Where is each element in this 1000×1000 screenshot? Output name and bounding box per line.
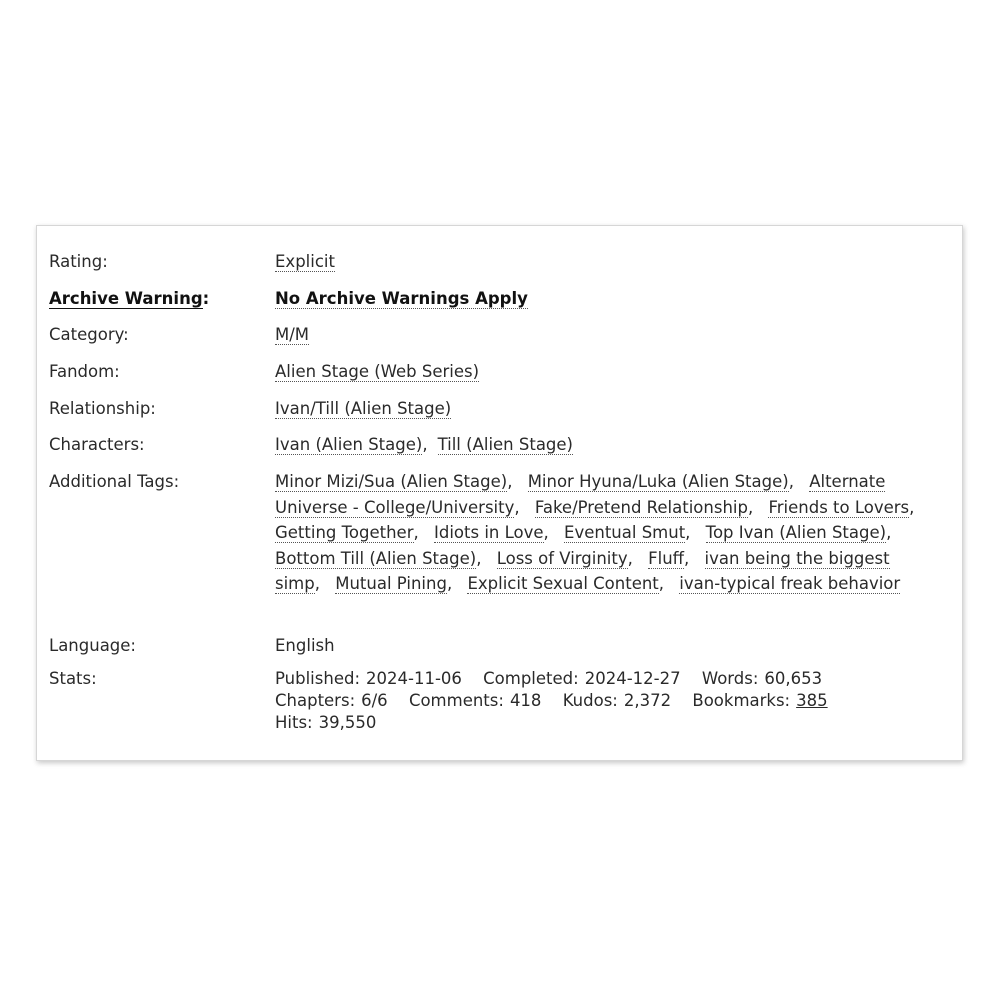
additional-tags-container: Minor Mizi/Sua (Alien Stage), Minor Hyuna/Luka (Alien Stage), Alternate Universe - College/University, Fake/Pretend Relationship, Friends to Lovers, Getting Together, Idiots in Love, Eventual Smut, Top Ivan (Alien Stage), Bottom Till (Alien Stage), Loss of Virginity, Fluff, ivan being the biggest simp, Mutual Pining, Explicit Sexual Content, ivan-typical freak behavior bbox=[275, 472, 915, 593]
character-tag[interactable]: Ivan (Alien Stage) bbox=[275, 435, 423, 454]
published-label: Published: bbox=[275, 669, 360, 688]
freeform-tag[interactable]: Minor Hyuna/Luka (Alien Stage) bbox=[527, 472, 789, 491]
chapters-value: 6/6 bbox=[361, 691, 388, 710]
rating-value-container bbox=[275, 249, 925, 275]
fandom-label: Fandom: bbox=[49, 362, 120, 381]
warning-label-text[interactable]: Archive Warning bbox=[49, 289, 203, 308]
bookmarks-link[interactable]: 385 bbox=[796, 691, 828, 710]
freeform-tag[interactable]: Fake/Pretend Relationship bbox=[534, 497, 748, 517]
rating-tag[interactable]: Explicit bbox=[275, 252, 335, 271]
stats-line-2 bbox=[275, 690, 925, 712]
characters-label: Characters: bbox=[49, 435, 145, 454]
fandom-value-container bbox=[275, 359, 925, 385]
freeform-tag[interactable]: Getting Together bbox=[275, 523, 414, 542]
comments-label: Comments: bbox=[408, 691, 504, 710]
category-value-container bbox=[275, 322, 925, 348]
warning-value-container bbox=[275, 286, 925, 312]
bookmarks-label: Bookmarks: bbox=[692, 691, 791, 710]
language-label: Language: bbox=[49, 636, 136, 655]
relationship-value-container bbox=[275, 396, 925, 422]
freeform-tag[interactable]: Eventual Smut bbox=[564, 523, 686, 542]
freeform-tag[interactable]: Loss of Virginity bbox=[496, 548, 628, 568]
freeform-tag[interactable]: Minor Mizi/Sua (Alien Stage) bbox=[275, 472, 508, 491]
freeform-tag[interactable]: Bottom Till (Alien Stage) bbox=[275, 548, 477, 568]
warning-label[interactable] bbox=[49, 286, 269, 312]
freeform-tag[interactable]: Friends to Lovers bbox=[768, 497, 910, 517]
freeform-tag[interactable]: Explicit Sexual Content bbox=[467, 574, 659, 593]
freeform-tag[interactable]: ivan being the biggest simp bbox=[275, 548, 890, 593]
fandom-tag[interactable]: Alien Stage (Web Series) bbox=[275, 362, 480, 381]
stats-container bbox=[275, 668, 925, 734]
stats-label: Stats: bbox=[49, 669, 97, 688]
hits-label: Hits: bbox=[275, 713, 313, 732]
relationship-tag[interactable]: Ivan/Till (Alien Stage) bbox=[275, 399, 452, 418]
kudos-value: 2,372 bbox=[623, 691, 672, 710]
stats-line-3 bbox=[275, 712, 925, 734]
chapters-label: Chapters: bbox=[275, 691, 356, 710]
published-value: 2024-11-06 bbox=[366, 669, 462, 688]
language-value: English bbox=[275, 636, 335, 655]
words-value: 60,653 bbox=[764, 669, 823, 688]
freeform-tag[interactable]: Fluff bbox=[648, 548, 685, 568]
category-label: Category: bbox=[49, 325, 129, 344]
words-label: Words: bbox=[701, 669, 759, 688]
freeform-tag[interactable]: Top Ivan (Alien Stage) bbox=[705, 523, 887, 542]
freeform-tag[interactable]: Idiots in Love bbox=[434, 523, 544, 542]
hits-value: 39,550 bbox=[318, 713, 377, 732]
additional-tags-label: Additional Tags: bbox=[49, 472, 180, 491]
relationship-label: Relationship: bbox=[49, 399, 156, 418]
completed-label: Completed: bbox=[483, 669, 579, 688]
warning-label-colon: : bbox=[202, 289, 210, 308]
work-meta-card bbox=[36, 225, 963, 761]
freeform-tag[interactable]: ivan-typical freak behavior bbox=[679, 574, 901, 593]
rating-label: Rating: bbox=[49, 252, 108, 271]
freeform-tag[interactable]: Alternate Universe - College/University bbox=[275, 472, 886, 517]
comments-value: 418 bbox=[509, 691, 542, 710]
stats-line-1 bbox=[275, 668, 925, 690]
freeform-tag[interactable]: Mutual Pining bbox=[335, 574, 447, 593]
kudos-label: Kudos: bbox=[562, 691, 618, 710]
character-tag[interactable]: Till (Alien Stage) bbox=[437, 435, 573, 454]
warning-tag[interactable]: No Archive Warnings Apply bbox=[275, 289, 528, 308]
category-tag[interactable]: M/M bbox=[275, 325, 310, 344]
completed-value: 2024-12-27 bbox=[584, 669, 681, 688]
characters-value-container: Ivan (Alien Stage), Till (Alien Stage) bbox=[275, 435, 573, 454]
